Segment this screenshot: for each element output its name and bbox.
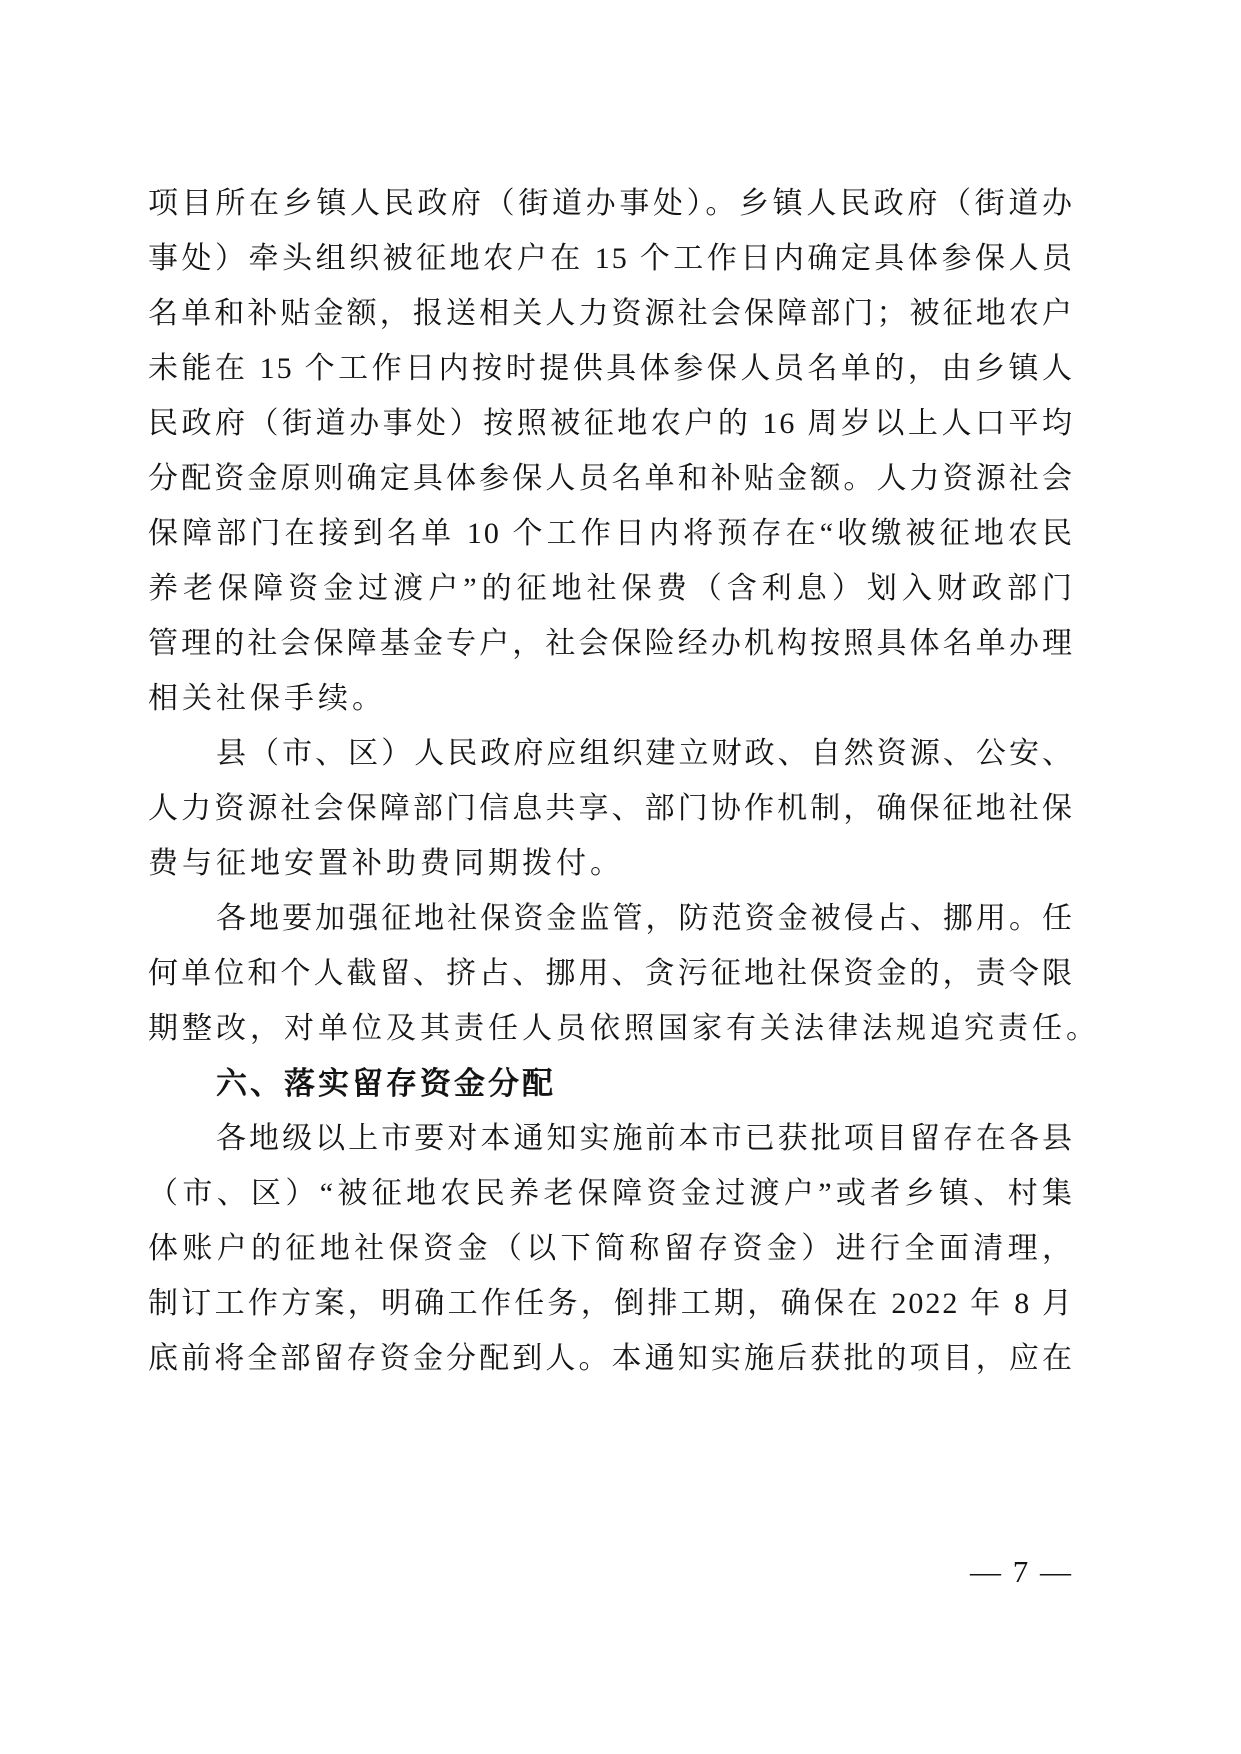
document-body [148, 176, 1100, 1386]
text-line: 县（市、区）人民政府应组织建立财政、自然资源、公安、 [216, 737, 1074, 770]
text-line: 各地要加强征地社保资金监管，防范资金被侵占、挪用。任 [216, 902, 1074, 935]
text-line: 期整改，对单位及其责任人员依照国家有关法律法规追究责任。 [148, 1012, 1100, 1045]
text-line: 养老保障资金过渡户”的征地社保费（含利息）划入财政部门 [148, 572, 1074, 605]
text-line: 制订工作方案，明确工作任务，倒排工期，确保在 2022 年 8 月 [148, 1287, 1074, 1320]
text-line: 体账户的征地社保资金（以下简称留存资金）进行全面清理， [148, 1232, 1074, 1265]
text-line: 人力资源社会保障部门信息共享、部门协作机制，确保征地社保 [148, 792, 1074, 825]
text-line: 分配资金原则确定具体参保人员名单和补贴金额。人力资源社会 [148, 462, 1074, 495]
text-line: 管理的社会保障基金专户，社会保险经办机构按照具体名单办理 [148, 627, 1074, 660]
section-heading: 六、落实留存资金分配 [216, 1066, 556, 1101]
text-line: 项目所在乡镇人民政府（街道办事处）。乡镇人民政府（街道办 [148, 187, 1074, 220]
text-line: 底前将全部留存资金分配到人。本通知实施后获批的项目，应在 [148, 1342, 1074, 1375]
text-line: 事处）牵头组织被征地农户在 15 个工作日内确定具体参保人员 [148, 242, 1074, 275]
text-line: 各地级以上市要对本通知实施前本市已获批项目留存在各县 [216, 1122, 1074, 1155]
page-number: — 7 — [970, 1554, 1073, 1589]
text-line: 相关社保手续。 [148, 682, 386, 715]
text-line: （市、区）“被征地农民养老保障资金过渡户”或者乡镇、村集 [148, 1177, 1074, 1210]
text-line: 保障部门在接到名单 10 个工作日内将预存在“收缴被征地农民 [148, 517, 1074, 550]
text-line: 何单位和个人截留、挤占、挪用、贪污征地社保资金的，责令限 [148, 957, 1074, 990]
text-line: 民政府（街道办事处）按照被征地农户的 16 周岁以上人口平均 [148, 407, 1074, 440]
text-line: 名单和补贴金额，报送相关人力资源社会保障部门；被征地农户 [148, 297, 1074, 330]
text-line: 费与征地安置补助费同期拨付。 [148, 847, 624, 880]
text-line: 未能在 15 个工作日内按时提供具体参保人员名单的，由乡镇人 [148, 352, 1074, 385]
